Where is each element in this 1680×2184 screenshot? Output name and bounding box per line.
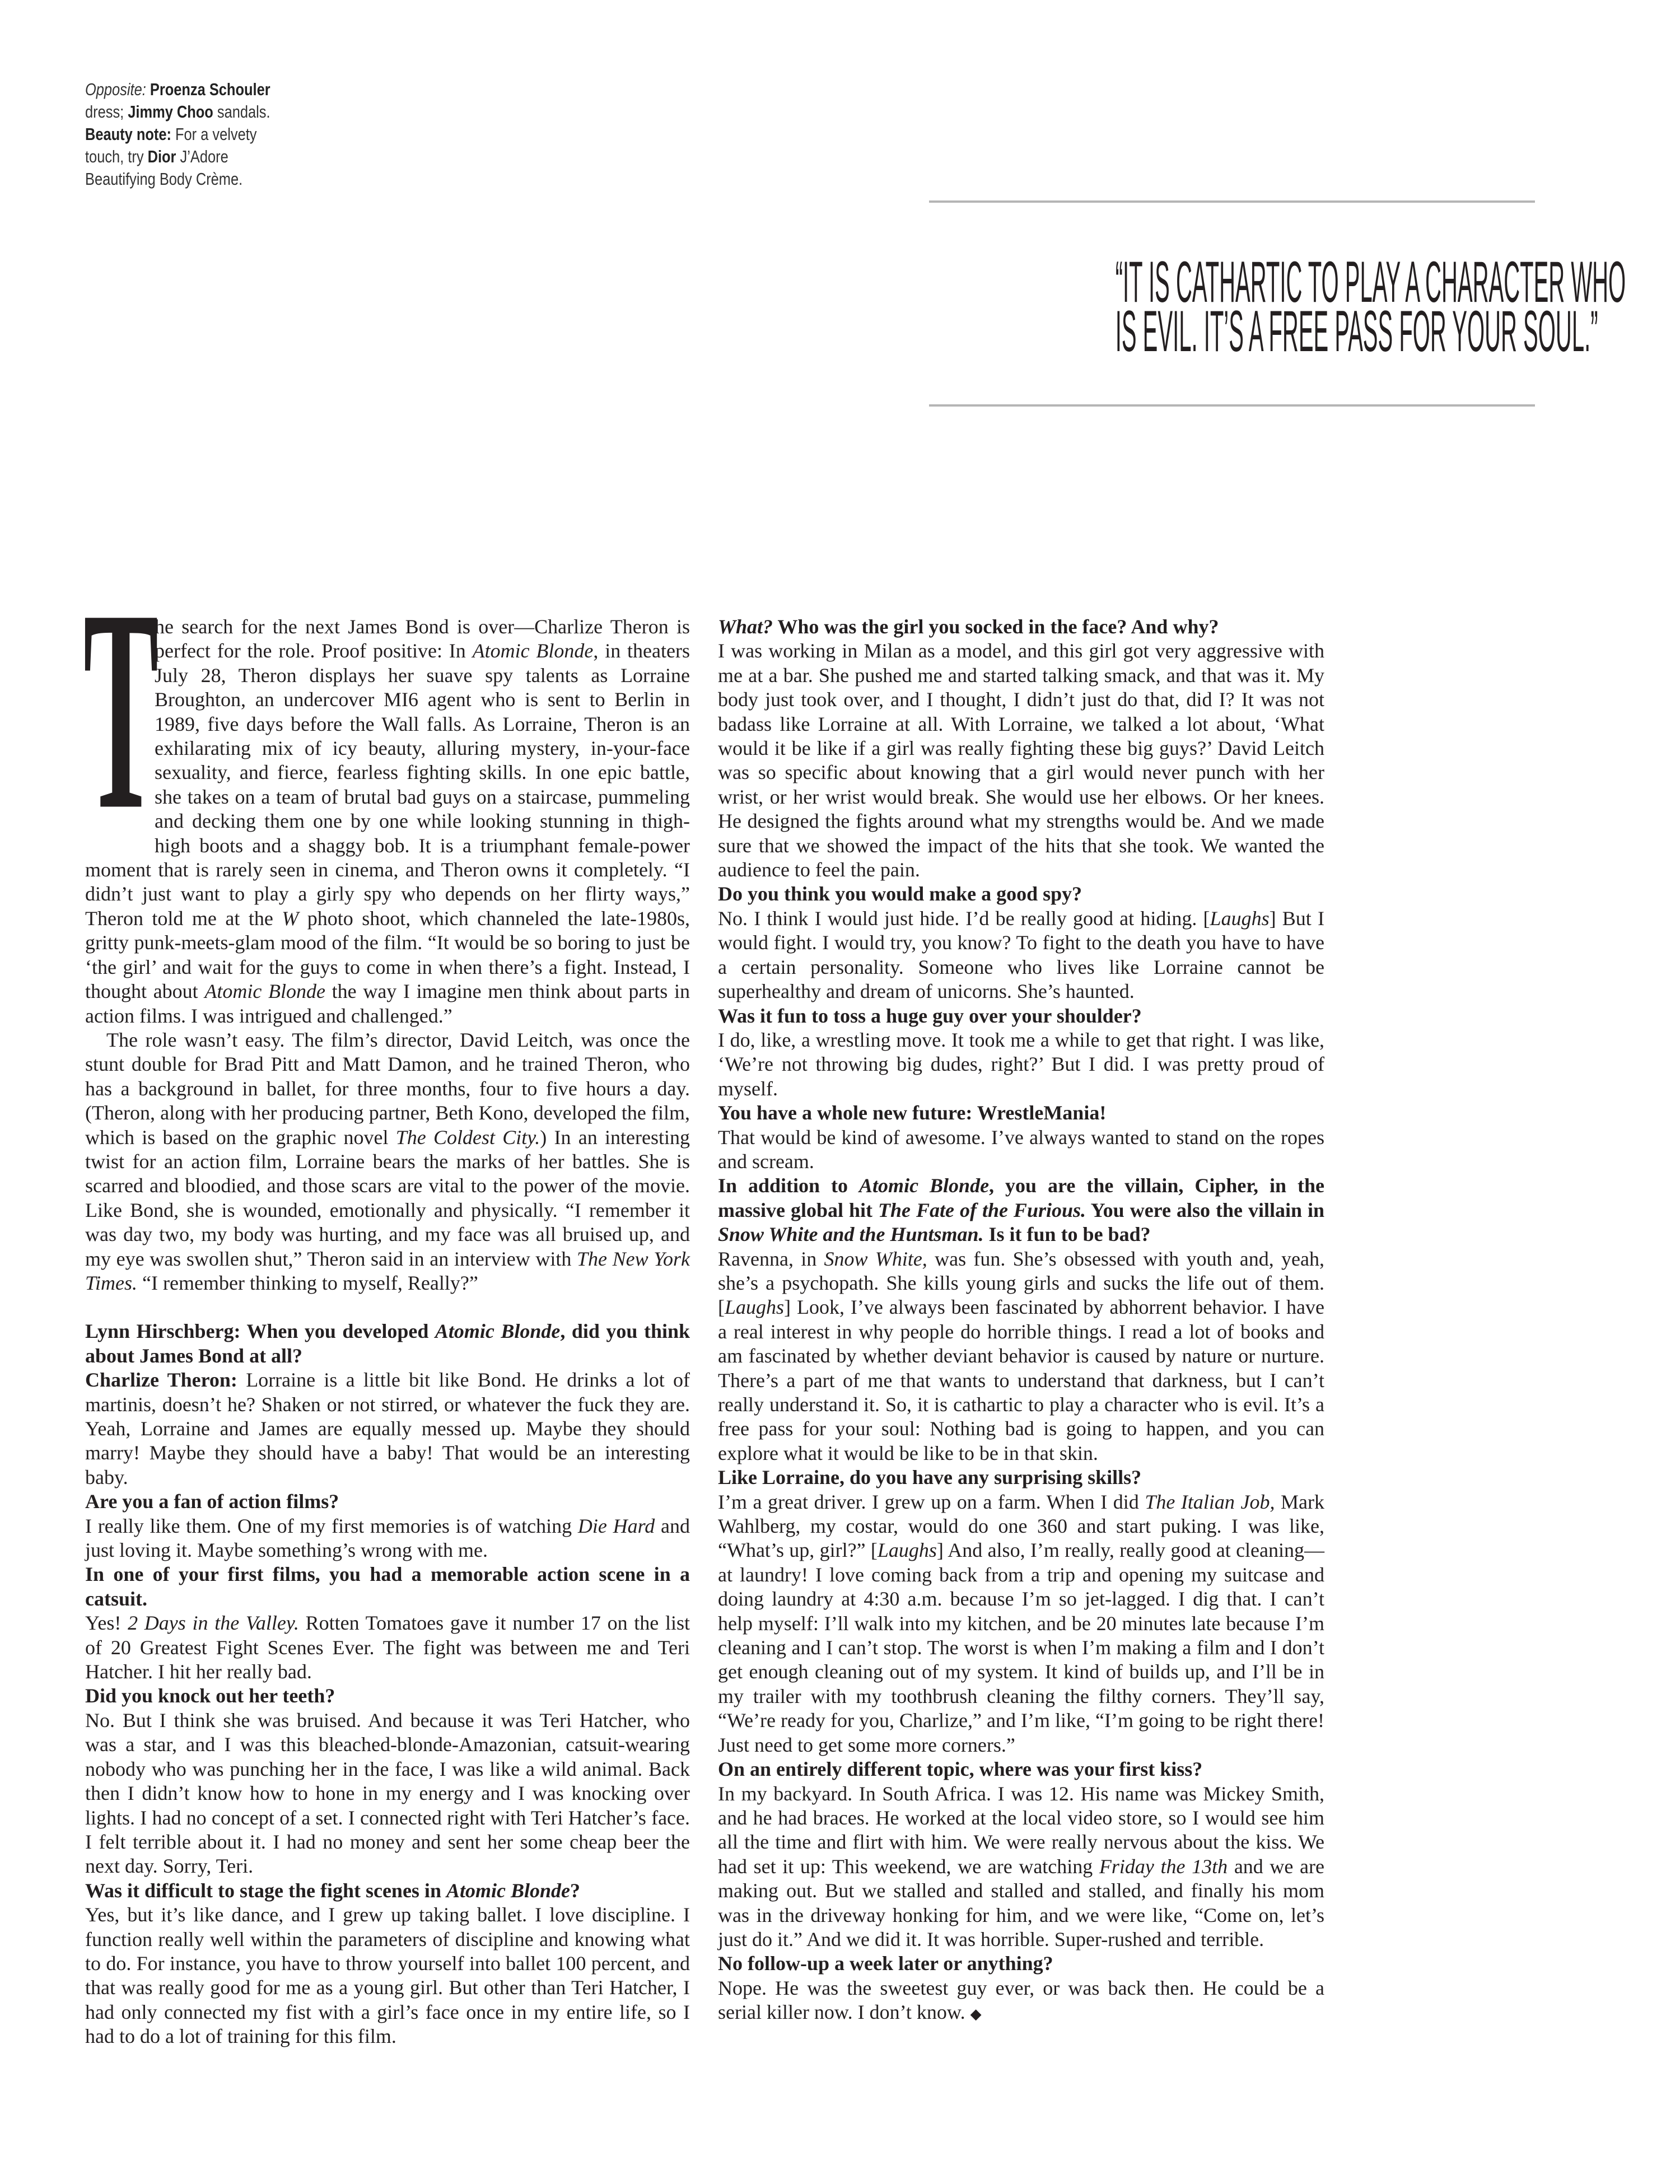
intro-paragraph — [83, 550, 690, 1028]
text-run: Die Hard — [577, 1514, 655, 1537]
end-mark-icon: ◆ — [970, 2006, 982, 2023]
text-run: photo shoot, which channeled the late-1980s, gritty punk-meets-glam mood of the film. “It would be so boring to just be ‘the girl’ and wait for the guys to come in when there’s a fight. Instead, I thought about — [85, 907, 690, 1003]
text-run: 2 Days in the Valley. — [128, 1612, 299, 1635]
interview-answer — [718, 907, 1324, 1004]
text-run: In my backyard. In South Africa. I was 12. His name was Mickey Smith, and he had braces. He worked at the local video store, so I would see him all the time and flirt with him. We were really nervous about the kiss. We had set it up: This weekend, we are watching — [718, 1782, 1324, 1878]
text-run: Yes, but it’s like dance, and I grew up taking ballet. I love discipline. I function really well within the parameters of discipline and knowing what to do. For instance, you have to throw yourself into ballet 100 percent, and that was really good for me as a young girl. But other than Teri Hatcher, I had only connected my fist with a girl’s face once in my entire life, so I had to do a lot of training for this film. — [85, 1903, 690, 2048]
interview-question — [718, 1757, 1324, 1781]
text-run: Snow White, — [824, 1247, 927, 1270]
text-run: Ravenna, in — [718, 1247, 824, 1270]
caption-line — [85, 123, 324, 146]
text-run: ] But I would fight. I would try, you know? To fight to the death you have to have a certain personality. Someone who lives like Lorraine cannot be superhealthy and dream of unicorns. She’s haunted. — [718, 907, 1324, 1003]
text-run: “I remember thinking to myself, Really?” — [137, 1271, 478, 1294]
article-column-right — [718, 615, 1324, 2027]
caption-text: Beautifying Body Crème. — [85, 169, 243, 189]
pull-quote-line: IS EVIL. IT’S A FREE PASS FOR YOUR SOUL.” — [1115, 299, 1598, 364]
interview-answer — [85, 1903, 690, 2048]
text-run: ? — [570, 1879, 580, 1902]
caption-credit: Jimmy Choo — [128, 102, 213, 122]
text-run: Rotten Tomatoes gave it number 17 on the list of 20 Greatest Fight Scenes Ever. The fight was between me and Teri Hatcher. I hit her really bad. — [85, 1612, 690, 1683]
interview-answer — [85, 1368, 690, 1490]
interview-answer — [718, 1490, 1324, 1757]
text-run: Charlize Theron: — [85, 1369, 246, 1392]
text-run: Nope. He was the sweetest guy ever, or was back then. He could be a serial killer now. I don’t know. — [718, 1976, 1324, 2024]
pull-quote-bottom-rule — [929, 404, 1535, 407]
caption-text: sandals. — [213, 102, 270, 122]
interview-question — [718, 1466, 1324, 1490]
text-run: Do you think you would make a good spy? — [718, 883, 1082, 906]
text-run: Mark Wahlberg, my costar, would do one 360 and start puking. I was like, “What’s up, girl?” [ — [718, 1490, 1324, 1562]
text-run: Snow White and the Huntsman. — [718, 1223, 984, 1246]
caption-credit: Dior — [147, 147, 176, 166]
text-run: I’m a great driver. I grew up on a farm. When I did — [718, 1490, 1145, 1513]
article-column-left — [83, 550, 690, 2049]
caption-line — [85, 146, 324, 168]
interview-question — [718, 1174, 1324, 1247]
text-run: Did you knock out her teeth? — [85, 1684, 335, 1707]
text-run: Atomic Blonde — [204, 980, 325, 1003]
text-run: No follow-up a week later or anything? — [718, 1952, 1053, 1975]
interview-question — [85, 1490, 690, 1514]
text-run: Atomic Blonde — [859, 1174, 990, 1197]
text-run: and we are making out. But we stalled and stalled and stalled, and finally his mom was in the driveway honking for him, and we were like, “Come on, let’s just do it.” And we did it. It was horrible. Super-rushed and terrible. — [718, 1855, 1324, 1950]
text-run: Laughs — [725, 1296, 785, 1319]
caption-credit: Proenza Schouler — [150, 80, 270, 99]
text-run: The New York Times. — [85, 1247, 690, 1294]
caption-text: touch, try — [85, 147, 148, 166]
text-run: The Coldest City. — [395, 1126, 540, 1149]
caption-text: For a velvety — [175, 124, 257, 144]
text-run: W — [282, 907, 299, 930]
text-run: Who was the girl you socked in the face? And why? — [773, 615, 1219, 638]
interview-answer — [718, 1976, 1324, 2027]
interview-answer — [85, 1611, 690, 1684]
text-run: ] And also, I’m really, really good at cleaning—at laundry! I love coming back from a trip and opening my suitcase and doing laundry at 4:30 a.m. because I’m so jet-lagged. I dig that. I can’t help myself: I’ll walk into my kitchen, and be 20 minutes late because I’m cleaning and I can’t stop. The worst is when I’m making a film and I don’t get enough cleaning out of my system. It kind of builds up, and I’ll be in my trailer with my toothbrush cleaning the filthy corners. They’ll say, “We’re ready for you, Charlize,” and I’m like, “I’m going to be right there! Just need to get some more corners.” — [718, 1539, 1325, 1756]
caption-line — [85, 168, 324, 190]
text-run: Lynn Hirschberg: When you developed — [85, 1320, 435, 1343]
text-run: The Fate of the Furious. — [878, 1198, 1086, 1221]
text-run: was fun. She’s obsessed with youth and, yeah, she’s a psychopath. She kills young girls and sucks the life out of them. [ — [718, 1247, 1325, 1319]
text-run: Was it fun to toss a huge guy over your shoulder? — [718, 1004, 1142, 1027]
interview-answer — [718, 1247, 1324, 1466]
pull-quote-line: “IT IS CATHARTIC TO PLAY A CHARACTER WHO — [1115, 250, 1626, 315]
caption-text: J’Adore — [176, 147, 228, 166]
interview-question — [718, 615, 1324, 639]
interview-answer — [85, 1514, 690, 1563]
interview-answer — [718, 639, 1324, 882]
text-run: In addition to — [718, 1174, 860, 1197]
text-run: No. I think I would just hide. I’d be really good at hiding. [ — [718, 907, 1210, 930]
text-run: , did you think about James Bond at all? — [85, 1320, 690, 1367]
interview-question — [85, 1684, 690, 1708]
text-run: In one of your first films, you had a memorable action scene in a catsuit. — [85, 1563, 690, 1610]
text-run: , in theaters July 28, Theron displays her suave spy talents as Lorraine Broughton, an undercover MI6 agent who is sent to Berlin in 1989, five days before the Wall falls. As Lorraine, Theron is an exhilarating mix of icy beauty, alluring mystery, in-your-face sexuality, and fierce, fearless fighting skills. In one epic battle, she takes on a team of brutal bad guys on a staircase, pummeling and decking them one by one while looking stunning in thigh-high boots and a shaggy bob. It is a triumphant female-power moment that is rarely seen in cinema, and Theron owns it completely. “I didn’t just want to play a girly spy who depends on her flirty ways,” Theron told me at the — [85, 640, 690, 930]
interview-answer — [718, 1126, 1324, 1174]
text-run: You were also the villain in — [1086, 1198, 1324, 1221]
text-run: I was working in Milan as a model, and this girl got very aggressive with me at a bar. She pushed me and started talking smack, and that was it. My body just took over, and I thought, I didn’t just do that, did I? It was not badass like Lorraine at all. With Lorraine, we talked a lot about, ‘What would it be like if a girl was really fighting these big guys?’ David Leitch was so specific about knowing that a girl would never punch with her wrist, or her wrist would break. She would use her elbows. Or her knees. He designed the fights around what my strengths would be. And we made sure that we showed the impact of the hits that she took. We wanted the audience to feel the pain. — [718, 640, 1324, 881]
text-run: Atomic Blonde — [446, 1879, 570, 1902]
interview-question — [718, 1101, 1324, 1125]
text-run: On an entirely different topic, where was your first kiss? — [718, 1758, 1203, 1781]
interview-question — [85, 1879, 690, 1903]
drop-cap-letter: T — [83, 550, 159, 870]
text-run: the way I imagine men think about parts in action films. I was intrigued and challenged.” — [85, 980, 690, 1027]
interview-question — [718, 1004, 1324, 1028]
interview-answer — [718, 1782, 1324, 1952]
interview-question — [718, 882, 1324, 906]
text-run: Is it fun to be bad? — [983, 1223, 1151, 1246]
pull-quote-top-rule — [929, 200, 1535, 203]
text-run: Friday the 13th — [1099, 1855, 1228, 1878]
text-run: I really like them. One of my first memories is of watching — [85, 1514, 578, 1537]
caption-credit: Beauty note: — [85, 124, 176, 144]
text-run: Atomic Blonde — [435, 1320, 561, 1343]
text-run: What? — [718, 615, 773, 638]
interview-answer — [85, 1709, 690, 1879]
interview-answer — [718, 1028, 1324, 1101]
caption-line — [85, 78, 324, 101]
text-run: I do, like, a wrestling move. It took me a while to get that right. I was like, ‘We’re not throwing big dudes, right?’ But I did. I was pretty proud of myself. — [718, 1028, 1324, 1100]
caption-text: dress; — [85, 102, 128, 122]
text-run: The role wasn’t easy. The film’s director, David Leitch, was once the stunt double for Brad Pitt and Matt Damon, and he trained Theron, who has a background in ballet, for three months, four to five hours a day. (Theron, along with her producing partner, Beth Kono, developed the film, which is based on the graphic novel — [85, 1028, 690, 1149]
text-run: Was it difficult to stage the fight scenes in — [85, 1879, 446, 1902]
text-run: and just loving it. Maybe something’s wrong with me. — [85, 1514, 690, 1562]
text-run: That would be kind of awesome. I’ve always wanted to stand on the ropes and scream. — [718, 1126, 1324, 1173]
text-run: he search for the next James Bond is over—Charlize Theron is perfect for the role. Proof positive: In — [155, 615, 690, 662]
text-run: Lorraine is a little bit like Bond. He drinks a lot of martinis, doesn’t he? Shaken or not stirred, or whatever the fuck they are. Yeah, Lorraine and James are equally messed up. Maybe they should marry! Maybe they should have a baby! That would be an interesting baby. — [85, 1369, 690, 1488]
text-run: Laughs — [1210, 907, 1270, 930]
intro-paragraph — [85, 1028, 690, 1295]
text-run: ] Look, I’ve always been fascinated by abhorrent behavior. I have a real interest in why people do horrible things. I read a lot of books and am fascinated by whether deviant behavior is caused by nature or nurture. There’s a part of me that wants to understand that darkness, but I can’t really understand it. So, it is cathartic to play a character who is evil. It’s a free pass for your soul: Nothing bad is going to happen, and you can explore what it would be like to be in that skin. — [718, 1296, 1324, 1464]
text-run: The Italian Job, — [1145, 1490, 1275, 1513]
text-run: Atomic Blonde — [472, 640, 594, 662]
text-run: Laughs — [877, 1539, 937, 1562]
drop-cap — [83, 550, 159, 870]
interview-question — [718, 1952, 1324, 1976]
text-run: ) In an interesting twist for an action film, Lorraine bears the marks of her battles. She is scarred and bloodied, and those scars are vital to the power of the movie. Like Bond, she is wounded, emotionally and physically. “I remember it was day two, my body was hurting, and my face was all bruised up, and my eye was swollen shut,” Theron said in an interview with — [85, 1126, 690, 1270]
caption-line — [85, 101, 324, 123]
pull-quote — [929, 250, 1626, 364]
interview-question — [85, 1562, 690, 1611]
text-run: You have a whole new future: WrestleMania! — [718, 1102, 1107, 1124]
photo-caption — [85, 78, 376, 190]
text-run: Are you a fan of action films? — [85, 1490, 339, 1513]
caption-text: Opposite: — [85, 80, 150, 99]
text-run: Like Lorraine, do you have any surprising skills? — [718, 1466, 1142, 1489]
interview-question — [85, 1319, 690, 1368]
text-run: No. But I think she was bruised. And because it was Teri Hatcher, who was a star, and I was this bleached-blonde-Amazonian, catsuit-wearing nobody who was punching her in the face, I was like a wild animal. Back then I didn’t know how to hone in my energy and I was knocking over lights. I had no concept of a set. I connected right with Teri Hatcher’s face. I felt terrible about it. I had no money and sent her some cheap beer the next day. Sorry, Teri. — [85, 1709, 690, 1878]
text-run: Yes! — [85, 1612, 128, 1635]
text-run: , you are the villain, Cipher, in the massive global hit — [718, 1174, 1325, 1221]
